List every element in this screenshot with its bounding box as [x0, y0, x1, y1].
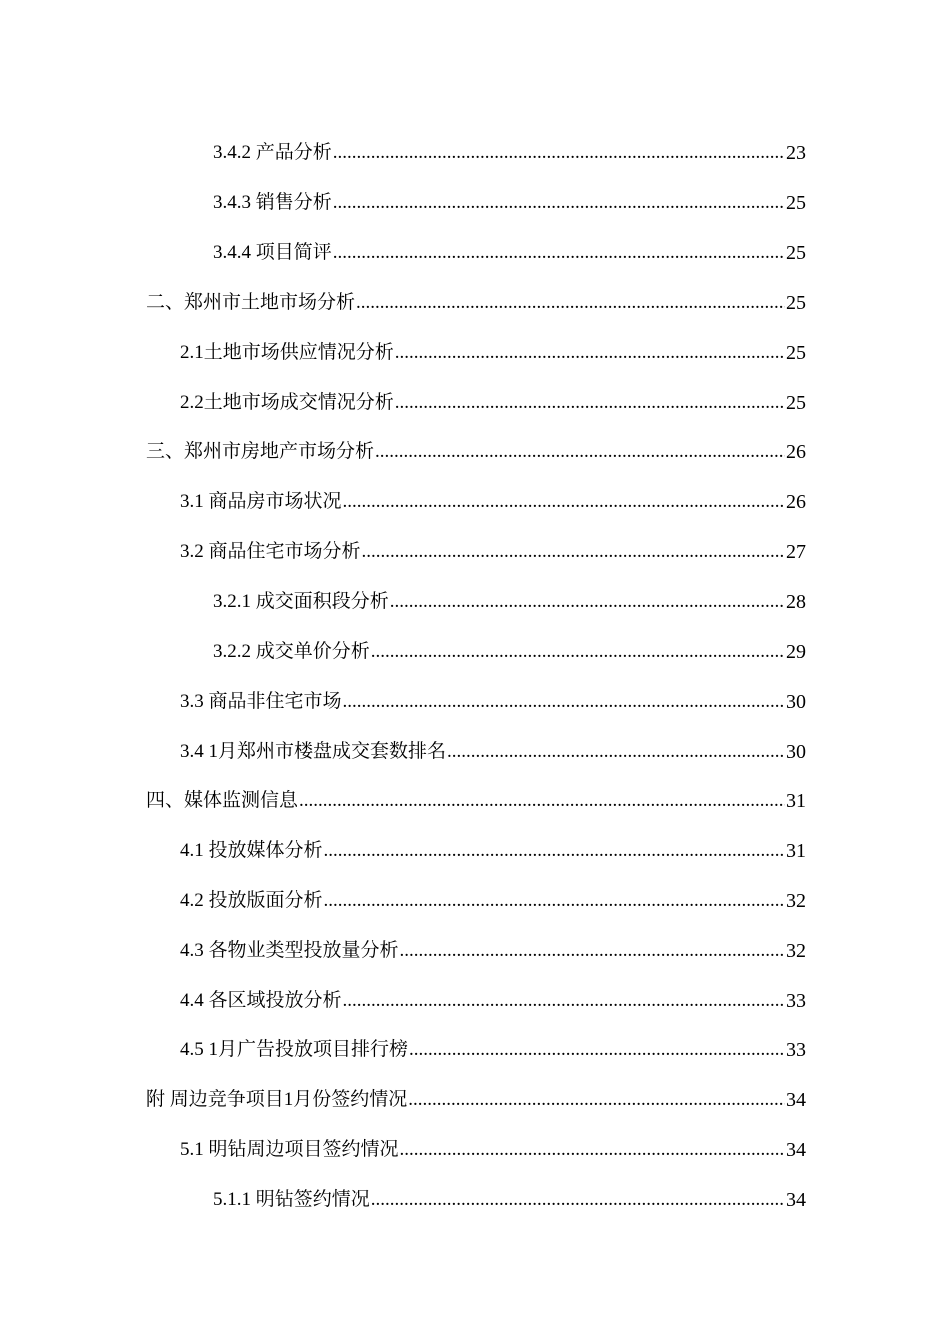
toc-entry-page: 30: [786, 741, 806, 763]
toc-entry-title: 附 周边竞争项目1月份签约情况: [146, 1089, 408, 1110]
toc-entry[interactable]: [146, 1082, 806, 1112]
toc-entry-title: 3.4 1月郑州市楼盘成交套数排名: [180, 741, 447, 762]
dot-leader: [362, 540, 785, 564]
toc-entry-title: 4.3 各物业类型投放量分析: [180, 940, 399, 961]
dot-leader: [409, 1038, 785, 1062]
dot-leader: [324, 839, 785, 863]
toc-entry[interactable]: [146, 434, 806, 464]
toc-entry-title: 3.4.3 销售分析: [213, 192, 332, 213]
toc-entry-page: 33: [786, 990, 806, 1012]
dot-leader: [400, 1138, 785, 1162]
toc-entry-page: 27: [786, 541, 806, 563]
toc-entry[interactable]: [180, 484, 806, 514]
toc-entry-page: 25: [786, 242, 806, 264]
toc-entry-title: 3.2.1 成交面积段分析: [213, 591, 389, 612]
dot-leader: [343, 989, 785, 1013]
toc-entry-title: 四、媒体监测信息: [146, 790, 299, 811]
toc-entry-page: 26: [786, 441, 806, 463]
dot-leader: [400, 939, 785, 963]
toc-entry-page: 26: [786, 491, 806, 513]
dot-leader: [343, 490, 785, 514]
toc-entry-title: 4.4 各区域投放分析: [180, 990, 342, 1011]
toc-entry-page: 23: [786, 142, 806, 164]
toc-entry[interactable]: [213, 634, 806, 664]
toc-entry-page: 28: [786, 591, 806, 613]
toc-entry-title: 2.1土地市场供应情况分析: [180, 342, 394, 363]
toc-entry-page: 25: [786, 192, 806, 214]
toc-entry[interactable]: [180, 684, 806, 714]
toc-entry-page: 34: [786, 1139, 806, 1161]
toc-entry-title: 3.1 商品房市场状况: [180, 491, 342, 512]
toc-entry[interactable]: [180, 983, 806, 1013]
dot-leader: [299, 789, 785, 813]
dot-leader: [408, 1088, 785, 1112]
toc-entry-title: 5.1 明钻周边项目签约情况: [180, 1139, 399, 1160]
dot-leader: [333, 141, 785, 165]
toc-entry[interactable]: [180, 883, 806, 913]
dot-leader: [324, 889, 785, 913]
toc-entry-title: 3.4.2 产品分析: [213, 142, 332, 163]
toc-entry-title: 5.1.1 明钻签约情况: [213, 1189, 370, 1210]
toc-entry[interactable]: [213, 135, 806, 165]
toc-entry[interactable]: [180, 1132, 806, 1162]
dot-leader: [371, 640, 785, 664]
dot-leader: [356, 291, 785, 315]
toc-entry-page: 25: [786, 392, 806, 414]
toc-entry-page: 31: [786, 840, 806, 862]
toc-entry[interactable]: [213, 584, 806, 614]
dot-leader: [333, 191, 785, 215]
toc-entry[interactable]: [180, 833, 806, 863]
toc-entry-title: 3.4.4 项目简评: [213, 242, 332, 263]
toc-entry[interactable]: [180, 534, 806, 564]
toc-entry-title: 3.3 商品非住宅市场: [180, 691, 342, 712]
toc-entry-title: 3.2.2 成交单价分析: [213, 641, 370, 662]
toc-entry[interactable]: [180, 385, 806, 415]
toc-entry[interactable]: [180, 335, 806, 365]
toc-entry-page: 29: [786, 641, 806, 663]
toc-entry-title: 4.2 投放版面分析: [180, 890, 323, 911]
dot-leader: [390, 590, 785, 614]
toc-entry-page: 32: [786, 890, 806, 912]
toc-entry-page: 25: [786, 292, 806, 314]
dot-leader: [375, 440, 785, 464]
toc-entry-page: 34: [786, 1089, 806, 1111]
toc-entry-page: 34: [786, 1189, 806, 1211]
toc-entry[interactable]: [180, 734, 806, 764]
toc-entry[interactable]: [213, 185, 806, 215]
toc-entry-title: 三、郑州市房地产市场分析: [146, 441, 375, 462]
dot-leader: [395, 391, 785, 415]
toc-entry[interactable]: [180, 1032, 806, 1062]
toc-entry-title: 4.1 投放媒体分析: [180, 840, 323, 861]
dot-leader: [371, 1188, 785, 1212]
toc-entry-page: 33: [786, 1039, 806, 1061]
toc-entry[interactable]: [146, 783, 806, 813]
toc-entry-title: 3.2 商品住宅市场分析: [180, 541, 361, 562]
toc-entry-title: 4.5 1月广告投放项目排行榜: [180, 1039, 409, 1060]
toc-entry-page: 25: [786, 342, 806, 364]
toc-entry[interactable]: [213, 235, 806, 265]
dot-leader: [395, 341, 785, 365]
dot-leader: [333, 241, 785, 265]
toc-entry-page: 32: [786, 940, 806, 962]
toc-entry-page: 30: [786, 691, 806, 713]
toc-entry[interactable]: [146, 285, 806, 315]
toc-entry-title: 二、郑州市土地市场分析: [146, 292, 356, 313]
dot-leader: [343, 690, 785, 714]
toc-entry-title: 2.2土地市场成交情况分析: [180, 392, 394, 413]
toc-entry-page: 31: [786, 790, 806, 812]
toc-entry[interactable]: [180, 933, 806, 963]
dot-leader: [447, 740, 785, 764]
toc-entry[interactable]: [213, 1182, 806, 1212]
